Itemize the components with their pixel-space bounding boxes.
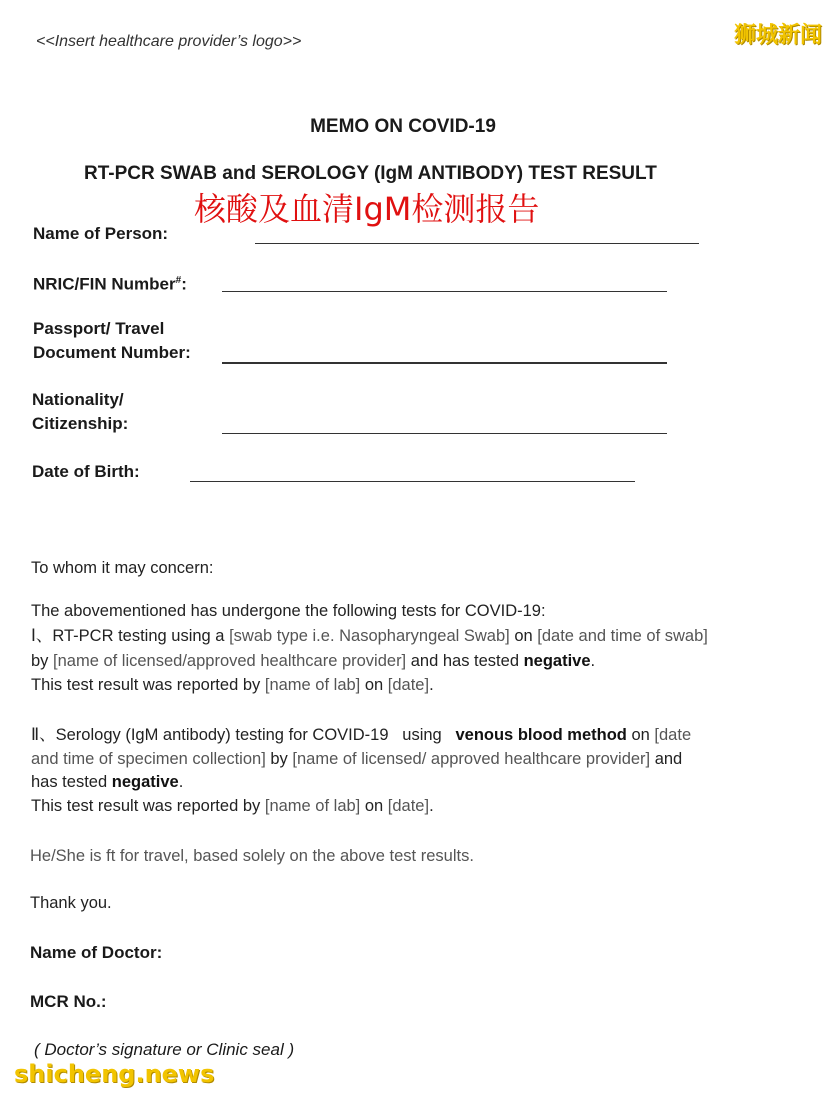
nationality-line <box>222 433 667 434</box>
p2-line-1 <box>31 724 691 747</box>
p2-line-3 <box>31 771 183 794</box>
p2-line-4 <box>31 795 434 818</box>
nric-colon: : <box>181 274 187 294</box>
memo-subtitle: RT-PCR SWAB and SEROLOGY (IgM ANTIBODY) TEST RESULT <box>84 163 657 184</box>
watermark-top: 狮城新闻 <box>733 23 822 48</box>
p1-l2-b: [name of licensed/approved healthcare provider] <box>53 652 407 670</box>
salutation: To whom it may concern: <box>31 559 214 577</box>
nric-label-text: NRIC/FIN Number <box>33 274 176 294</box>
p1-l2-c: and has tested <box>406 652 524 670</box>
nric-label <box>33 268 187 297</box>
p1-l3-b: [name of lab] <box>264 676 361 694</box>
p2-l2-b: by <box>265 750 293 768</box>
p2-l2-d: and <box>650 750 683 768</box>
p1-l3-a: This test result was reported by <box>31 676 265 694</box>
p2-l1-b: venous blood method <box>455 726 627 744</box>
p2-line-2 <box>31 748 682 771</box>
p1-l2-d: negative <box>523 652 591 670</box>
p1-l1-a: Ⅰ、RT-PCR testing using a <box>31 627 230 645</box>
mcr-label: MCR No.: <box>30 992 107 1011</box>
intro-text: The abovementioned has undergone the following tests for COVID-19: <box>31 602 546 620</box>
memo-title: MEMO ON COVID-19 <box>310 116 496 137</box>
nric-mark: # <box>175 275 182 286</box>
p2-l4-a: This test result was reported by <box>31 797 265 815</box>
p1-l1-b: [swab type i.e. Nasopharyngeal Swab] <box>229 627 510 645</box>
thanks-text: Thank you. <box>30 894 112 912</box>
nationality-label-1: Nationality/ <box>32 390 124 409</box>
p1-l3-c: on <box>360 676 388 694</box>
passport-line <box>222 362 667 364</box>
p1-line-2 <box>31 650 595 673</box>
p1-l3-e: . <box>429 676 434 694</box>
p1-l3-d: [date] <box>387 676 430 694</box>
dob-label: Date of Birth: <box>32 462 140 481</box>
passport-label-2: Document Number: <box>33 343 191 362</box>
p2-l4-c: on <box>360 797 388 815</box>
doctor-label: Name of Doctor: <box>30 943 163 962</box>
p2-l3-a: has tested <box>31 773 112 791</box>
p2-l4-b: [name of lab] <box>264 797 361 815</box>
p2-l1-c: on <box>626 726 655 744</box>
p2-l3-c: . <box>178 773 184 791</box>
p1-line-3 <box>31 674 434 697</box>
signature-note: ( Doctor’s signature or Clinic seal ) <box>34 1040 295 1059</box>
p2-l4-d: [date] <box>387 797 430 815</box>
nationality-label-2: Citizenship: <box>32 414 129 433</box>
p2-l1-a: Ⅱ、Serology (IgM antibody) testing for COVID-19 using <box>31 726 456 744</box>
chinese-title: 核酸及血清IgM检测报告 <box>194 190 540 228</box>
p1-l1-c: on <box>509 627 538 645</box>
p2-l4-e: . <box>429 797 434 815</box>
p1-l2-a: by <box>31 652 54 670</box>
p2-l3-b: negative <box>111 773 179 791</box>
nric-line <box>222 291 667 292</box>
p2-l2-a: and time of specimen collection] <box>31 750 266 768</box>
name-label: Name of Person: <box>33 224 169 243</box>
name-line <box>255 243 699 244</box>
p1-l2-e: . <box>590 652 596 670</box>
logo-placeholder: <<Insert healthcare provider’s logo>> <box>36 33 302 50</box>
p2-l1-d: [date <box>654 726 692 744</box>
dob-line <box>190 481 635 482</box>
p2-l2-c: [name of licensed/ approved healthcare provider] <box>292 750 651 768</box>
fit-statement: He/She is ft for travel, based solely on the above test results. <box>30 847 474 865</box>
p1-l1-d: [date and time of swab] <box>537 627 708 645</box>
watermark-bottom: shicheng.news <box>14 1060 215 1088</box>
passport-label-1: Passport/ Travel <box>33 319 165 338</box>
p1-line-1 <box>31 625 708 648</box>
